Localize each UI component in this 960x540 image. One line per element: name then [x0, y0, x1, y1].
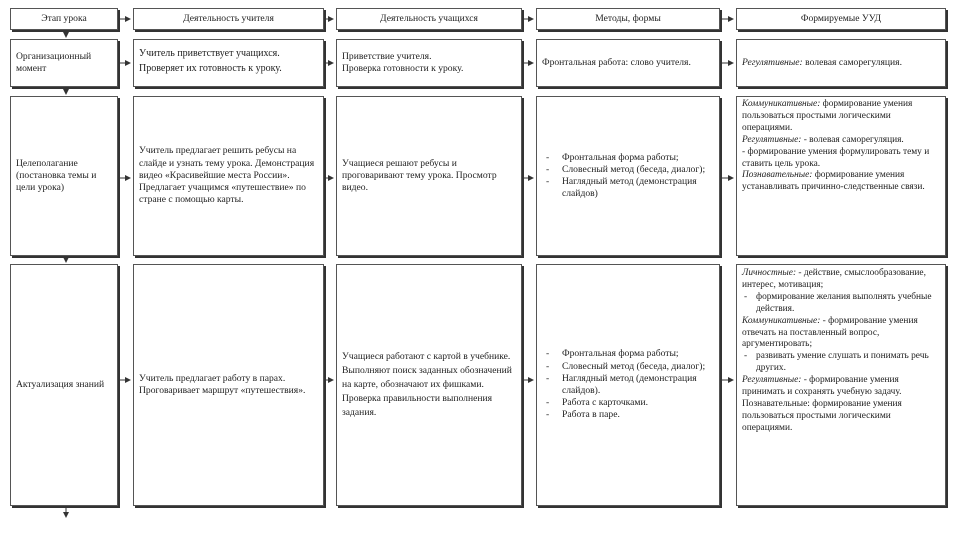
row1-uud: Регулятивные: волевая саморегуляция.	[736, 39, 946, 87]
method-item: - Работа с карточками.	[542, 397, 714, 409]
header-uud: Формируемые УУД	[736, 8, 946, 30]
row3-uud: Личностные: - действие, смыслообразование, интерес, мотивация; - формирование желания выполнять учебные действия. Коммуникативные: - формирование умения отвечать на поставленный вопрос, аргументировать; - развивать умение слушать и понимать речь других. Регулятивные: - формирование умения принимать и сохранять учебную задачу. Познавательные: формирование умения пользоваться простыми логическими операциями.	[736, 264, 946, 506]
row1-stage: Организационный момент	[10, 39, 118, 87]
row3-teacher: Учитель предлагает работу в парах. Проговаривает маршрут «путешествия».	[133, 264, 324, 506]
row1-methods: Фронтальная работа: слово учителя.	[536, 39, 720, 87]
method-item: - Словесный метод (беседа, диалог);	[542, 361, 714, 373]
method-item: - Наглядный метод (демонстрация слайдов).	[542, 373, 714, 397]
row2-methods	[536, 96, 720, 256]
method-item: - Наглядный метод (демонстрация слайдов)	[542, 176, 714, 200]
header-methods: Методы, формы	[536, 8, 720, 30]
header-students: Деятельность учащихся	[336, 8, 522, 30]
row1-teacher: Учитель приветствует учащихся. Проверяет их готовность к уроку.	[133, 39, 324, 87]
method-item: - Фронтальная форма работы;	[542, 348, 714, 360]
method-item: - Фронтальная форма работы;	[542, 152, 714, 164]
method-item: - Работа в паре.	[542, 409, 714, 421]
row3-methods	[536, 264, 720, 506]
row2-stage: Целеполагание (постановка темы и цели урока)	[10, 96, 118, 256]
row2-teacher: Учитель предлагает решить ребусы на слайде и узнать тему урока. Демонстрация видео «Красивейшие места России». Предлагает учащимся «путешествие» по стране с помощью карты.	[133, 96, 324, 256]
row2-students: Учащиеся решают ребусы и проговаривают тему урока. Просмотр видео.	[336, 96, 522, 256]
row3-stage: Актуализация знаний	[10, 264, 118, 506]
header-teacher: Деятельность учителя	[133, 8, 324, 30]
header-stage: Этап урока	[10, 8, 118, 30]
row3-students: Учащиеся работают с картой в учебнике. Выполняют поиск заданных обозначений на карте, обозначают их фишками. Проверка правильности выполнения задания.	[336, 264, 522, 506]
row1-students: Приветствие учителя. Проверка готовности к уроку.	[336, 39, 522, 87]
method-item: - Словесный метод (беседа, диалог);	[542, 164, 714, 176]
row2-uud: Коммуникативные: формирование умения пользоваться простыми логическими операциями. Регулятивные: - волевая саморегуляция. - формирование умения формулировать тему и ставить цель урока. Познавательные: формирование умения устанавливать причинно-следственные связи.	[736, 96, 946, 256]
